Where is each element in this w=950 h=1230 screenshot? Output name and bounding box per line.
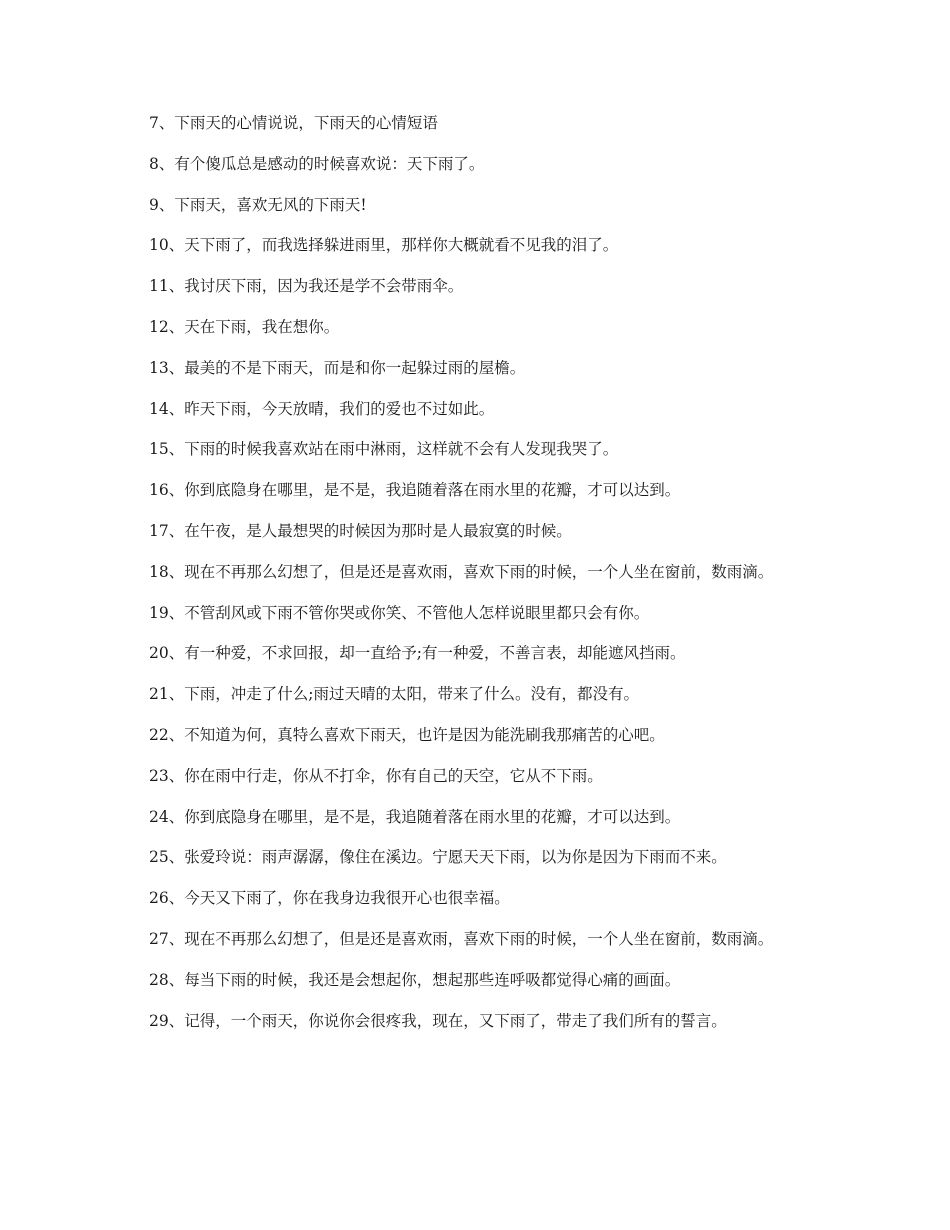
- paragraph-7: 7、下雨天的心情说说，下雨天的心情短语: [149, 114, 438, 132]
- paragraph-26: 26、今天又下雨了，你在我身边我很开心也很幸福。: [149, 889, 510, 908]
- document-body: [108, 112, 842, 1050]
- paragraph-11: 11、我讨厌下雨，因为我还是学不会带雨伞。: [149, 277, 464, 296]
- paragraph-22: 22、不知道为何，真特么喜欢下雨天，也许是因为能洗刷我那痛苦的心吧。: [149, 725, 665, 744]
- paragraph-29: 29、记得，一个雨天，你说你会很疼我，现在，又下雨了，带走了我们所有的誓言。: [149, 1011, 727, 1030]
- paragraph-14: 14、昨天下雨，今天放晴，我们的爱也不过如此。: [149, 399, 495, 418]
- paragraph-23: 23、你在雨中行走，你从不打伞，你有自己的天空，它从不下雨。: [149, 766, 603, 785]
- paragraph-10: 10、天下雨了，而我选择躲进雨里，那样你大概就看不见我的泪了。: [149, 236, 619, 255]
- paragraph-25: 25、张爱玲说：雨声潺潺，像住在溪边。宁愿天天下雨，以为你是因为下雨而不来。: [149, 848, 727, 867]
- paragraph-9: 9、下雨天，喜欢无风的下雨天!: [149, 195, 367, 214]
- paragraph-16: 16、你到底隐身在哪里，是不是，我追随着落在雨水里的花瓣，才可以达到。: [149, 481, 681, 500]
- paragraph-24: 24、你到底隐身在哪里，是不是，我追随着落在雨水里的花瓣，才可以达到。: [149, 807, 681, 826]
- paragraph-19: 19、不管刮风或下雨不管你哭或你笑、不管他人怎样说眼里都只会有你。: [149, 603, 650, 622]
- paragraph-12: 12、天在下雨，我在想你。: [149, 317, 340, 336]
- paragraph-21: 21、下雨，冲走了什么;雨过天晴的太阳，带来了什么。没有，都没有。: [149, 685, 639, 704]
- paragraph-13: 13、最美的不是下雨天，而是和你一起躲过雨的屋檐。: [149, 358, 526, 377]
- paragraph-27: 27、现在不再那么幻想了，但是还是喜欢雨，喜欢下雨的时候，一个人坐在窗前，数雨滴。: [149, 929, 774, 948]
- paragraph-20: 20、有一种爱，不求回报，却一直给予;有一种爱，不善言表，却能遮风挡雨。: [149, 644, 686, 663]
- paragraph-17: 17、在午夜，是人最想哭的时候因为那时是人最寂寞的时候。: [149, 521, 572, 540]
- paragraph-15: 15、下雨的时候我喜欢站在雨中淋雨，这样就不会有人发现我哭了。: [149, 440, 619, 459]
- paragraph-28: 28、每当下雨的时候，我还是会想起你，想起那些连呼吸都觉得心痛的画面。: [149, 970, 681, 989]
- paragraph-18: 18、现在不再那么幻想了，但是还是喜欢雨，喜欢下雨的时候，一个人坐在窗前，数雨滴。: [149, 562, 774, 581]
- paragraph-8: 8、有个傻瓜总是感动的时候喜欢说：天下雨了。: [149, 154, 485, 173]
